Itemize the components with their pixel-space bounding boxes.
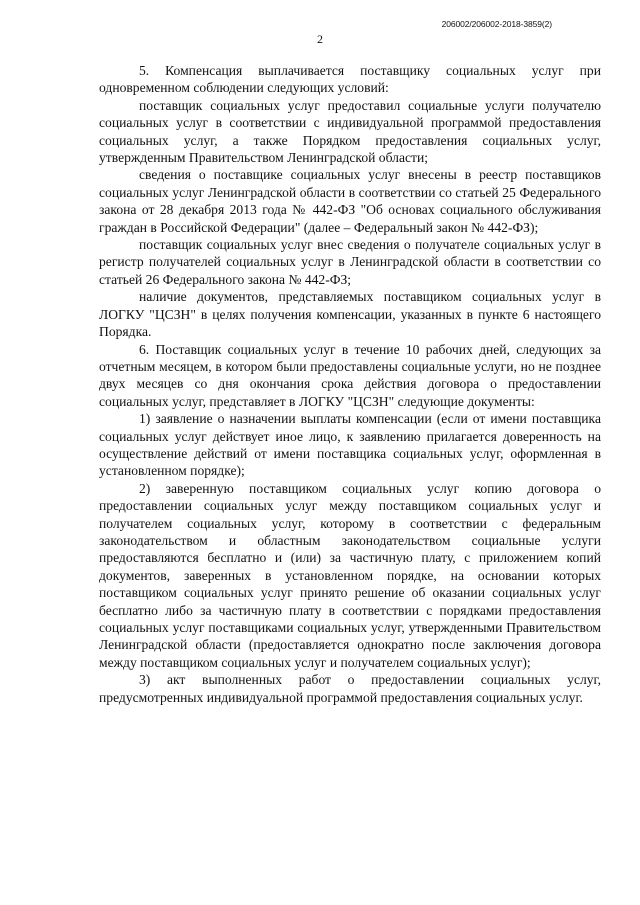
document-item-3: 3) акт выполненных работ о предоставлении социальных услуг, предусмотренных индивидуальной программой предоставления социальных услуг. — [99, 672, 601, 705]
document-item-1: 1) заявление о назначении выплаты компенсации (если от имени поставщика социальных услуг действует иное лицо, к заявлению прилагается доверенность на осуществление действий от имени поставщика социальных услуг, оформленная в установленном порядке); — [99, 411, 601, 479]
document-item-2: 2) заверенную поставщиком социальных услуг копию договора о предоставлении социальных услуг между поставщиком социальных услуг и получателем социальных услуг, которому в соответствии с федеральным законодательством и областным законодательством социальные услуги предоставляются бесплатно и (или) за частичную плату, с приложением копий документов, заверенных в установленном порядке, на основании которых поставщиком социальных услуг принято решение об оказании социальных услуг бесплатно либо за частичную плату в соответствии с порядками предоставления социальных услуг поставщиками социальных услуг, утвержденными Правительством Ленинградской области (предоставляется однократно после заключения договора между поставщиком социальных услуг и получателем социальных услуг); — [99, 480, 601, 670]
paragraph-5-intro: 5. Компенсация выплачивается поставщику социальных услуг при одновременном соблюдении следующих условий: — [99, 63, 601, 96]
document-id: 206002/206002-2018-3859(2) — [441, 19, 552, 29]
condition-provider-registry: сведения о поставщике социальных услуг внесены в реестр поставщиков социальных услуг Ленинградской области в соответствии со статьей 25 Федерального закона от 28 декабря 2013 года № 442-ФЗ "Об основах социального обслуживания граждан в Российской Федерации" (далее – Федеральный закон № 442-ФЗ); — [99, 167, 601, 235]
condition-documents: наличие документов, представляемых поставщиком социальных услуг в ЛОГКУ "ЦСЗН" в целях получения компенсации, указанных в пункте 6 настоящего Порядка. — [99, 289, 601, 340]
condition-services-provided: поставщик социальных услуг предоставил социальные услуги получателю социальных услуг в соответствии с индивидуальной программой предоставления социальных услуг, а также Порядком предоставления социальных услуг, утвержденным Правительством Ленинградской области; — [99, 97, 601, 166]
condition-recipient-register: поставщик социальных услуг внес сведения о получателе социальных услуг в регистр получателей социальных услуг в Ленинградской области в соответствии со статьей 26 Федерального закона № 442-ФЗ; — [99, 237, 601, 287]
page-number: 2 — [317, 32, 323, 46]
document-body — [99, 62, 601, 706]
paragraph-6-intro: 6. Поставщик социальных услуг в течение 10 рабочих дней, следующих за отчетным месяцем, в котором были предоставлены социальные услуги, но не позднее двух месяцев со дня окончания срока действия договора о предоставлении социальных услуг, представляет в ЛОГКУ "ЦСЗН" следующие документы: — [99, 341, 601, 409]
